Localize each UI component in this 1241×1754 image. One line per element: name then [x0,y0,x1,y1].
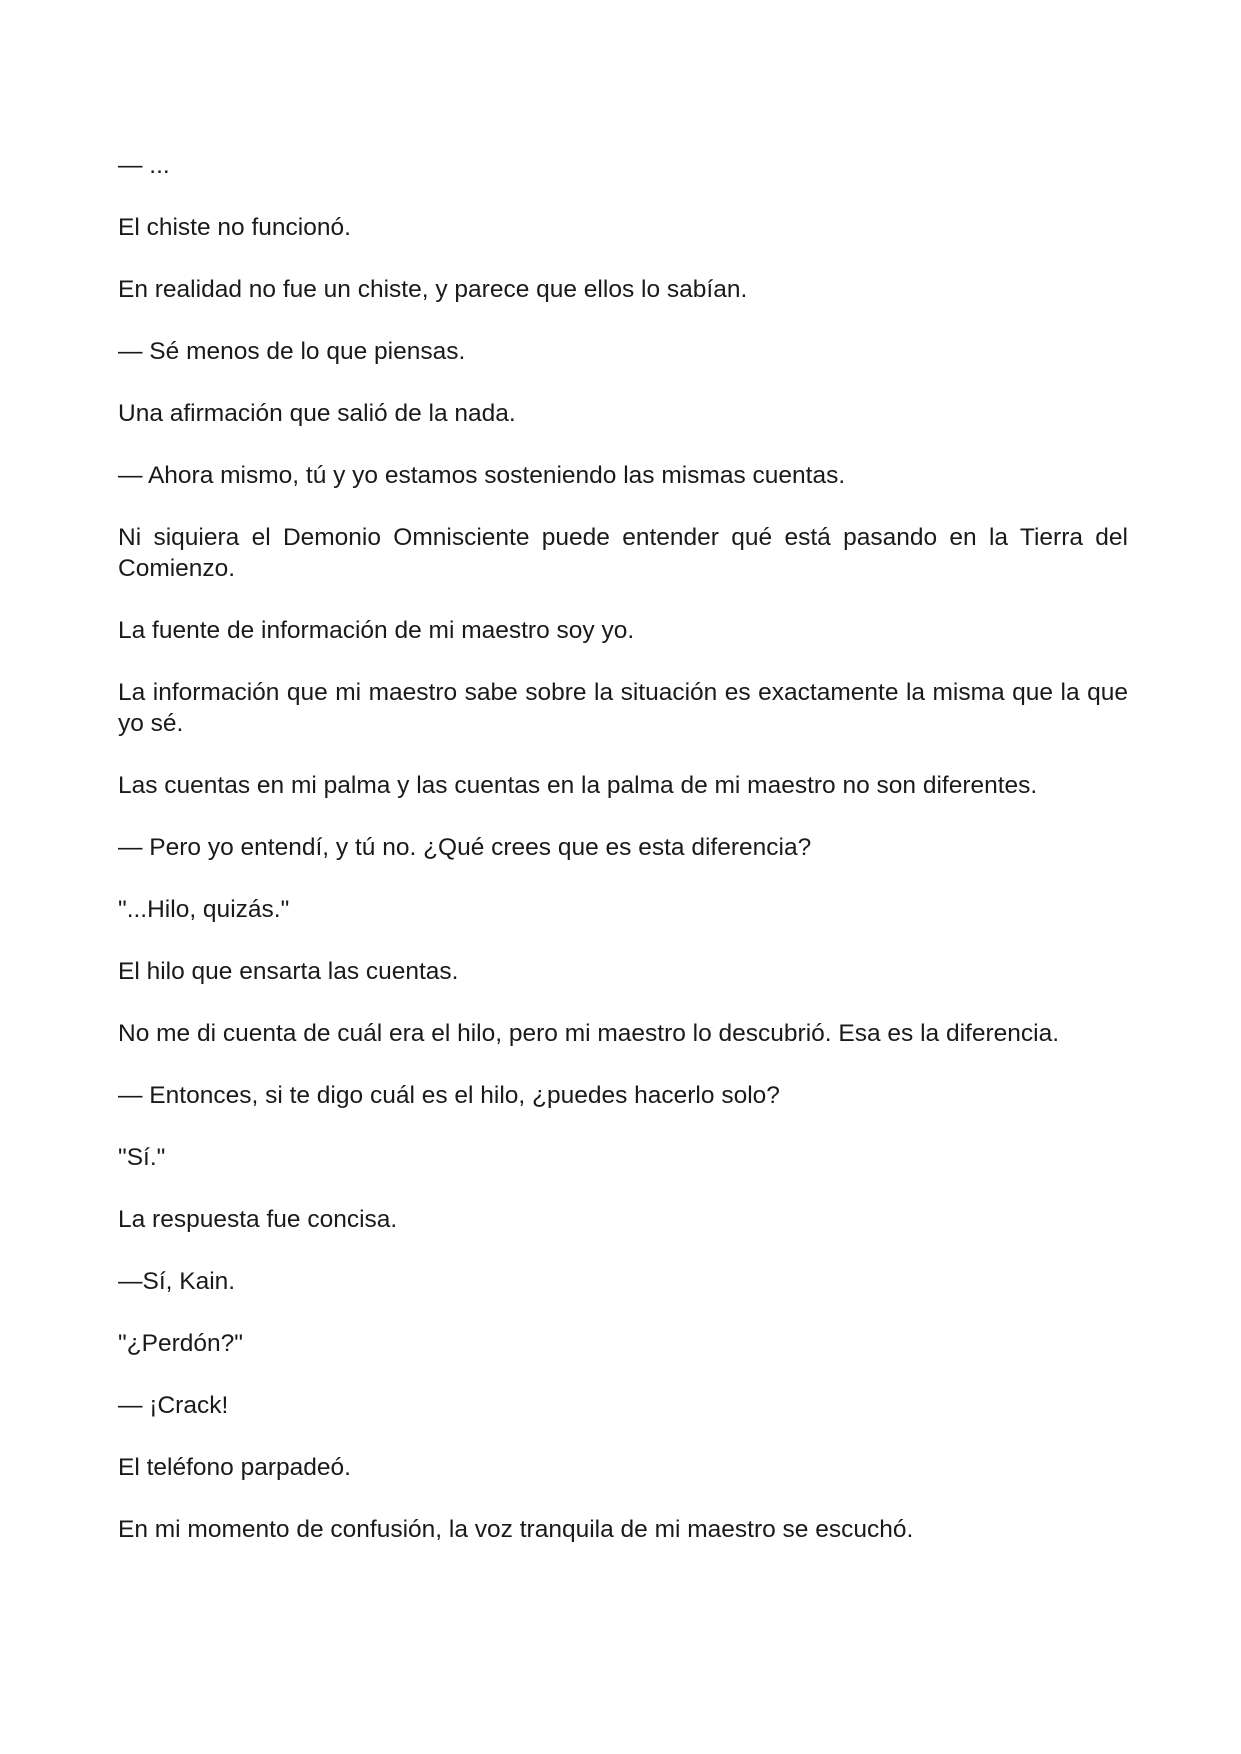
paragraph-16: "Sí." [118,1144,166,1171]
paragraph-5: Una afirmación que salió de la nada. [118,400,516,427]
paragraph-15: — Entonces, si te digo cuál es el hilo, ¿puedes hacerlo solo? [118,1082,780,1109]
paragraph-6: — Ahora mismo, tú y yo estamos sosteniendo las mismas cuentas. [118,462,846,489]
paragraph-8: La fuente de información de mi maestro soy yo. [118,617,635,644]
paragraph-13: El hilo que ensarta las cuentas. [118,958,459,985]
paragraph-3: En realidad no fue un chiste, y parece que ellos lo sabían. [118,276,748,303]
paragraph-11: — Pero yo entendí, y tú no. ¿Qué crees que es esta diferencia? [118,834,812,861]
paragraph-22: En mi momento de confusión, la voz tranquila de mi maestro se escuchó. [118,1516,914,1543]
paragraph-2: El chiste no funcionó. [118,214,351,241]
paragraph-18: —Sí, Kain. [118,1268,236,1295]
paragraph-17: La respuesta fue concisa. [118,1206,398,1233]
paragraph-7: Ni siquiera el Demonio Omnisciente puede entender qué está pasando en la Tierra del Comienzo. [118,524,1128,582]
paragraph-14: No me di cuenta de cuál era el hilo, pero mi maestro lo descubrió. Esa es la diferencia. [118,1020,1060,1047]
document-body [118,150,1128,1576]
paragraph-4: — Sé menos de lo que piensas. [118,338,466,365]
paragraph-10: Las cuentas en mi palma y las cuentas en la palma de mi maestro no son diferentes. [118,772,1038,799]
paragraph-1: — ... [118,152,170,179]
paragraph-21: El teléfono parpadeó. [118,1454,351,1481]
paragraph-9: La información que mi maestro sabe sobre la situación es exactamente la misma que la que yo sé. [118,679,1128,737]
paragraph-12: "...Hilo, quizás." [118,896,290,923]
paragraph-19: "¿Perdón?" [118,1330,243,1357]
paragraph-20: — ¡Crack! [118,1392,229,1419]
